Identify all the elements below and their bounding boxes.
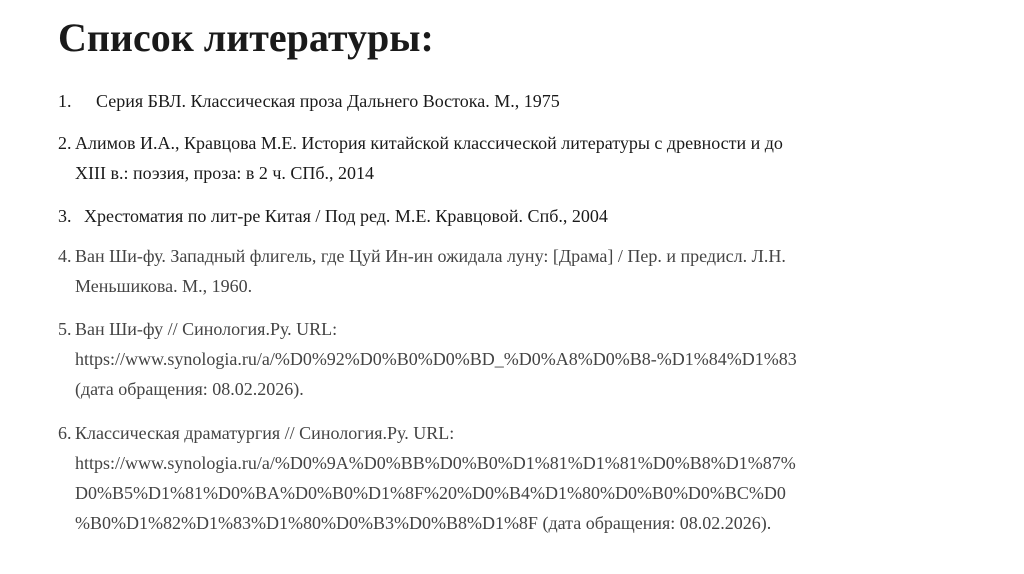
page-title: Список литературы:: [58, 15, 434, 60]
reference-text-line: Серия БВЛ. Классическая проза Дальнего Востока. М., 1975: [96, 91, 560, 111]
reference-url-link[interactable]: %B0%D1%82%D1%83%D1%80%D0%B3%D0%B8%D1%8F (дата обращения: 08.02.2026).: [75, 513, 772, 533]
reference-text-line: XIII в.: поэзия, проза: в 2 ч. СПб., 2014: [75, 163, 375, 183]
reference-text-line: (дата обращения: 08.02.2026).: [75, 379, 304, 399]
reference-number: 5.: [58, 319, 72, 339]
reference-url-link[interactable]: https://www.synologia.ru/a/%D0%92%D0%B0%D0%BD_%D0%A8%D0%B8-%D1%84%D1%83: [75, 349, 797, 369]
reference-url-link[interactable]: https://www.synologia.ru/a/%D0%9A%D0%BB%D0%B0%D1%81%D1%81%D0%B8%D1%87%: [75, 453, 796, 473]
reference-number: 1.: [58, 91, 72, 111]
reference-url-link[interactable]: D0%B5%D1%81%D0%BA%D0%B0%D1%8F%20%D0%B4%D1%80%D0%B0%D0%BC%D0: [75, 483, 786, 503]
reference-number: 4.: [58, 246, 72, 266]
reference-item-6: [58, 418, 796, 538]
reference-number: 2.: [58, 133, 72, 153]
reference-text-line: Классическая драматургия // Синология.Ру. URL:: [75, 423, 455, 443]
reference-number: 3.: [58, 206, 72, 226]
reference-text-line: Меньшикова. М., 1960.: [75, 276, 253, 296]
reference-item-5: [58, 314, 797, 404]
reference-text-line: Хрестоматия по лит-ре Китая / Под ред. М.Е. Кравцовой. Спб., 2004: [84, 206, 608, 226]
reference-text-line: Ван Ши-фу // Синология.Ру. URL:: [75, 319, 338, 339]
reference-number: 6.: [58, 423, 72, 443]
reference-item-2: [58, 128, 783, 188]
reference-item-1: [58, 86, 560, 116]
reference-item-4: [58, 241, 786, 301]
reference-item-3: [58, 201, 608, 231]
reference-text-line: Ван Ши-фу. Западный флигель, где Цуй Ин-ин ожидала луну: [Драма] / Пер. и предисл. Л.Н.: [75, 246, 786, 266]
reference-text-line: Алимов И.А., Кравцова М.Е. История китайской классической литературы с древности и до: [75, 133, 783, 153]
